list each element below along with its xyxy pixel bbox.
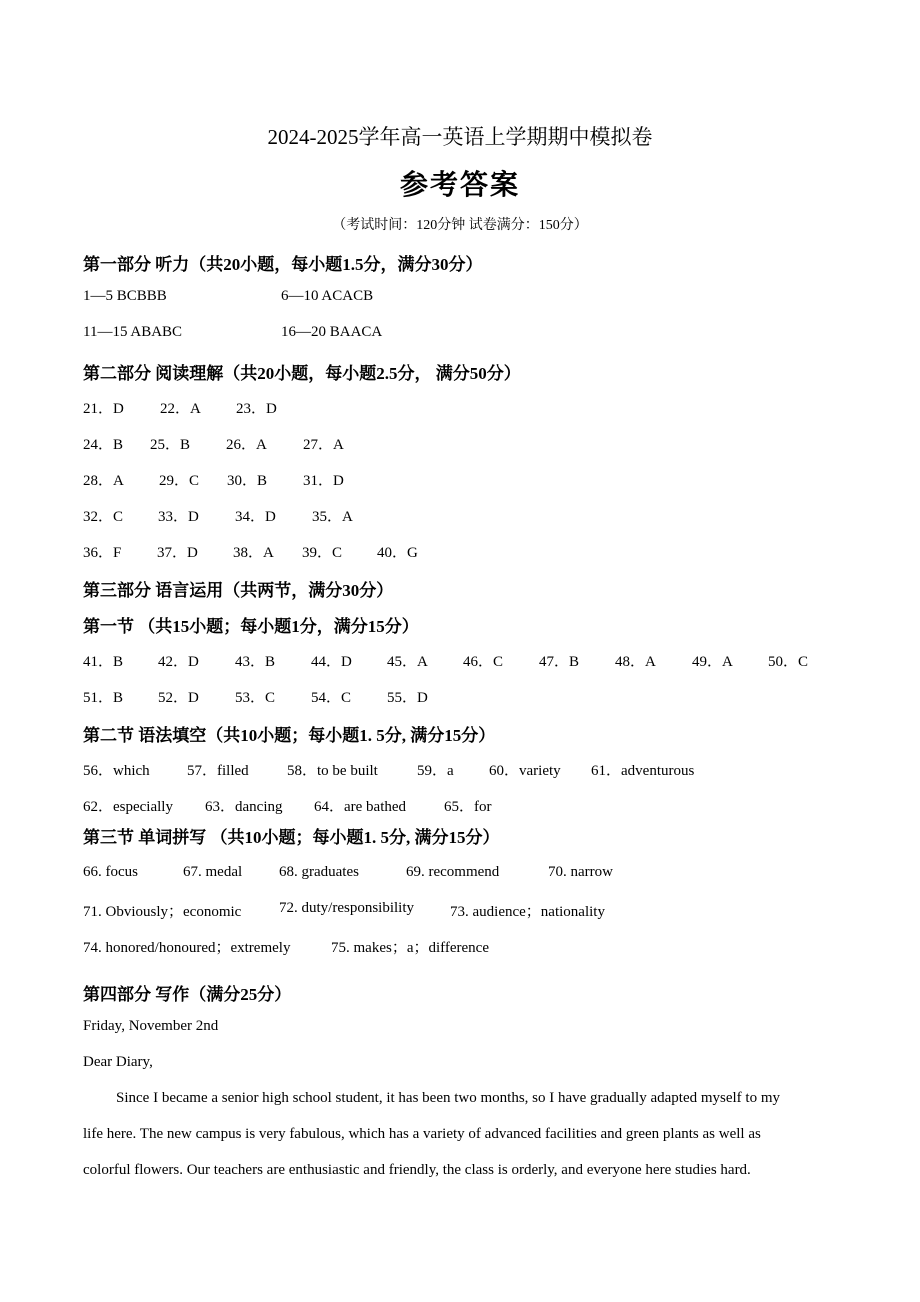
answer-item: 27．A	[303, 437, 344, 453]
document-title: 2024-2025学年高一英语上学期期中模拟卷	[267, 125, 653, 149]
answer-item: 57．filled	[187, 763, 249, 779]
answer-item: 30．B	[227, 473, 268, 489]
part3-section2-heading: 第二节 语法填空（共10小题；每小题1. 5分, 满分15分）	[83, 726, 496, 745]
answer-item: 59．a	[417, 763, 454, 779]
answer-item: 48．A	[615, 654, 656, 670]
answer-item: 61．adventurous	[591, 763, 695, 779]
answer-item: 40．G	[377, 545, 418, 561]
diary-greeting: Dear Diary,	[83, 1054, 153, 1070]
diary-paragraph-line: Since I became a senior high school student, it has been two months, so I have gradually adapted myself to my	[116, 1090, 781, 1106]
answer-item: 47．B	[539, 654, 580, 670]
answer-item: 25．B	[150, 437, 191, 453]
answer-item: 60．variety	[489, 763, 561, 779]
answer-item: 35．A	[312, 509, 353, 525]
answer-item: 21．D	[83, 401, 124, 417]
exam-info: （考试时间：120分钟 试卷满分：150分）	[332, 218, 588, 233]
answer-group: 11—15 ABABC	[83, 324, 183, 340]
answer-item: 36．F	[83, 545, 122, 561]
answer-item: 69. recommend	[406, 864, 500, 880]
answer-item: 75. makes；a；difference	[331, 940, 489, 956]
part1-heading: 第一部分 听力（共20小题，每小题1.5分，满分30分）	[83, 255, 483, 274]
answer-item: 71. Obviously；economic	[83, 904, 242, 920]
answer-item: 42．D	[158, 654, 199, 670]
answer-item: 23．D	[236, 401, 277, 417]
answer-item: 34．D	[235, 509, 276, 525]
answer-item: 73. audience；nationality	[450, 904, 605, 920]
answer-item: 33．D	[158, 509, 199, 525]
diary-paragraph-line: life here. The new campus is very fabulous, which has a variety of advanced facilities and green plants as well as	[83, 1126, 761, 1142]
part3-heading: 第三部分 语言运用（共两节，满分30分）	[83, 581, 394, 600]
answer-item: 39．C	[302, 545, 343, 561]
answer-item: 72. duty/responsibility	[279, 900, 414, 916]
answer-item: 31．D	[303, 473, 344, 489]
answer-item: 56．which	[83, 763, 150, 779]
answer-item: 43．B	[235, 654, 276, 670]
part3-section1-heading: 第一节 （共15小题；每小题1分，满分15分）	[83, 617, 419, 636]
answer-item: 32．C	[83, 509, 124, 525]
answer-item: 52．D	[158, 690, 199, 706]
answer-item: 45．A	[387, 654, 428, 670]
answer-group: 16—20 BAACA	[281, 324, 383, 340]
answer-item: 46．C	[463, 654, 504, 670]
diary-paragraph-line: colorful flowers. Our teachers are enthusiastic and friendly, the class is orderly, and everyone here studies hard.	[83, 1162, 751, 1178]
answer-group: 1—5 BCBBB	[83, 288, 167, 304]
part3-section3-heading: 第三节 单词拼写 （共10小题；每小题1. 5分, 满分15分）	[83, 828, 500, 847]
answer-item: 51．B	[83, 690, 124, 706]
answer-item: 38．A	[233, 545, 274, 561]
answer-item: 67. medal	[183, 864, 243, 880]
answer-item: 29．C	[159, 473, 200, 489]
answer-item: 62．especially	[83, 799, 173, 815]
answer-item: 50．C	[768, 654, 809, 670]
answer-item: 68. graduates	[279, 864, 359, 880]
answer-item: 24．B	[83, 437, 124, 453]
answer-item: 58．to be built	[287, 763, 378, 779]
answer-item: 55．D	[387, 690, 428, 706]
answer-item: 54．C	[311, 690, 352, 706]
answer-item: 53．C	[235, 690, 276, 706]
answer-item: 74. honored/honoured；extremely	[83, 940, 291, 956]
answer-item: 28．A	[83, 473, 124, 489]
answer-item: 26．A	[226, 437, 267, 453]
document-subtitle: 参考答案	[399, 170, 520, 201]
answer-item: 66. focus	[83, 864, 138, 880]
answer-item: 49．A	[692, 654, 733, 670]
answer-item: 44．D	[311, 654, 352, 670]
answer-item: 64．are bathed	[314, 799, 407, 815]
answer-group: 6—10 ACACB	[281, 288, 374, 304]
answer-item: 65．for	[444, 799, 492, 815]
answer-item: 41．B	[83, 654, 124, 670]
part4-heading: 第四部分 写作（满分25分）	[83, 985, 292, 1004]
part2-heading: 第二部分 阅读理解（共20小题，每小题2.5分， 满分50分）	[83, 364, 521, 383]
answer-item: 63．dancing	[205, 799, 283, 815]
diary-date: Friday, November 2nd	[83, 1018, 219, 1034]
answer-item: 22．A	[160, 401, 201, 417]
answer-item: 70. narrow	[548, 864, 613, 880]
answer-item: 37．D	[157, 545, 198, 561]
